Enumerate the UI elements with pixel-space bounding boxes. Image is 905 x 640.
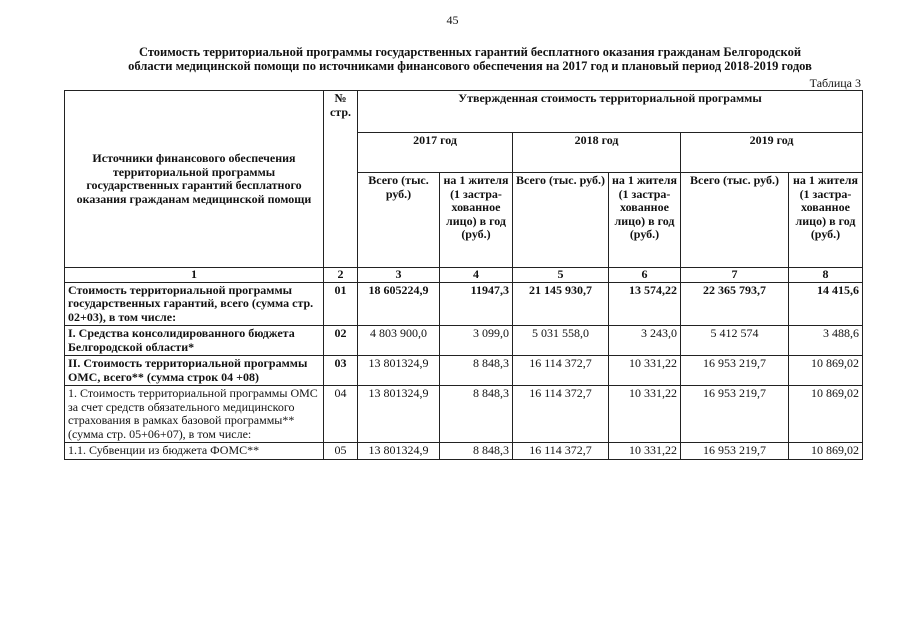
col-number: 4 xyxy=(440,268,513,283)
per-capita-2019: 10 869,02 xyxy=(789,443,863,460)
col-number: 7 xyxy=(681,268,789,283)
total-2018: 16 114 372,7 xyxy=(513,356,609,386)
per-capita-2017: 3 099,0 xyxy=(440,326,513,356)
total-2017: 13 801324,9 xyxy=(358,443,440,460)
row-name: I. Средства консолидированного бюджета Белгородской области* xyxy=(65,326,324,356)
per-capita-2017: 8 848,3 xyxy=(440,356,513,386)
col-number: 5 xyxy=(513,268,609,283)
total-2018: 16 114 372,7 xyxy=(513,386,609,443)
per-capita-2018: 10 331,22 xyxy=(609,356,681,386)
row-number: 04 xyxy=(324,386,358,443)
total-2019: 16 953 219,7 xyxy=(681,356,789,386)
table-row-03 xyxy=(65,356,863,386)
header-per-capita-2019: на 1 жителя (1 застра-хованное лицо) в год (руб.) xyxy=(789,173,863,268)
header-year-2017: 2017 год xyxy=(358,133,513,173)
total-2018: 21 145 930,7 xyxy=(513,282,609,326)
total-2018: 5 031 558,0 xyxy=(513,326,609,356)
row-name: 1. Стоимость территориальной программы ОМС за счет средств обязательного медицинского страхования в рамках базовой программы** (сумма стр. 05+06+07), в том числе: xyxy=(65,386,324,443)
col-number: 3 xyxy=(358,268,440,283)
per-capita-2018: 3 243,0 xyxy=(609,326,681,356)
total-2017: 4 803 900,0 xyxy=(358,326,440,356)
total-2017: 18 605224,9 xyxy=(358,282,440,326)
table-label: Таблица 3 xyxy=(809,76,861,90)
total-2019: 22 365 793,7 xyxy=(681,282,789,326)
header-total-2018: Всего (тыс. руб.) xyxy=(513,173,609,268)
total-2019: 16 953 219,7 xyxy=(681,443,789,460)
table-row-01 xyxy=(65,282,863,326)
header-per-capita-2017: на 1 жителя (1 застра-хованное лицо) в год (руб.) xyxy=(440,173,513,268)
row-name: Стоимость территориальной программы государственных гарантий, всего (сумма стр. 02+03), в том числе: xyxy=(65,282,324,326)
table-header xyxy=(65,91,863,283)
table-row-05 xyxy=(65,443,863,460)
header-sources: Источники финансового обеспечения территориальной программы государственных гарантий бесплатного оказания гражданам медицинской помощи xyxy=(65,91,324,268)
row-number: 02 xyxy=(324,326,358,356)
per-capita-2018: 10 331,22 xyxy=(609,386,681,443)
header-year-2019: 2019 год xyxy=(681,133,863,173)
header-total-2017: Всего (тыс. руб.) xyxy=(358,173,440,268)
header-row-no: № стр. xyxy=(324,91,358,268)
title-line-1: Стоимость территориальной программы государственных гарантий бесплатного оказания гражданам Белгородской xyxy=(138,45,802,59)
table-row-02 xyxy=(65,326,863,356)
document-title xyxy=(60,45,880,73)
title-line-2: области медицинской помощи по источниками финансового обеспечения на 2017 год и плановый период 2018-2019 годов xyxy=(128,59,812,73)
row-name: 1.1. Субвенции из бюджета ФОМС** xyxy=(65,443,324,460)
row-number: 03 xyxy=(324,356,358,386)
total-2017: 13 801324,9 xyxy=(358,356,440,386)
per-capita-2019: 14 415,6 xyxy=(789,282,863,326)
cost-table xyxy=(64,90,863,460)
per-capita-2018: 13 574,22 xyxy=(609,282,681,326)
col-number: 6 xyxy=(609,268,681,283)
per-capita-2017: 8 848,3 xyxy=(440,443,513,460)
total-2018: 16 114 372,7 xyxy=(513,443,609,460)
header-approved-cost: Утвержденная стоимость территориальной программы xyxy=(358,91,863,133)
per-capita-2017: 8 848,3 xyxy=(440,386,513,443)
per-capita-2018: 10 331,22 xyxy=(609,443,681,460)
col-number: 8 xyxy=(789,268,863,283)
col-number: 1 xyxy=(65,268,324,283)
per-capita-2017: 11947,3 xyxy=(440,282,513,326)
header-year-2018: 2018 год xyxy=(513,133,681,173)
row-name: II. Стоимость территориальной программы ОМС, всего** (сумма строк 04 +08) xyxy=(65,356,324,386)
total-2017: 13 801324,9 xyxy=(358,386,440,443)
per-capita-2019: 10 869,02 xyxy=(789,386,863,443)
header-total-2019: Всего (тыс. руб.) xyxy=(681,173,789,268)
per-capita-2019: 3 488,6 xyxy=(789,326,863,356)
col-number: 2 xyxy=(324,268,358,283)
page-number: 45 xyxy=(446,13,459,27)
row-number: 01 xyxy=(324,282,358,326)
total-2019: 5 412 574 xyxy=(681,326,789,356)
column-numbers-row xyxy=(65,268,863,283)
per-capita-2019: 10 869,02 xyxy=(789,356,863,386)
header-per-capita-2018: на 1 жителя (1 застра-хованное лицо) в год (руб.) xyxy=(609,173,681,268)
total-2019: 16 953 219,7 xyxy=(681,386,789,443)
table-row-04 xyxy=(65,386,863,443)
row-number: 05 xyxy=(324,443,358,460)
